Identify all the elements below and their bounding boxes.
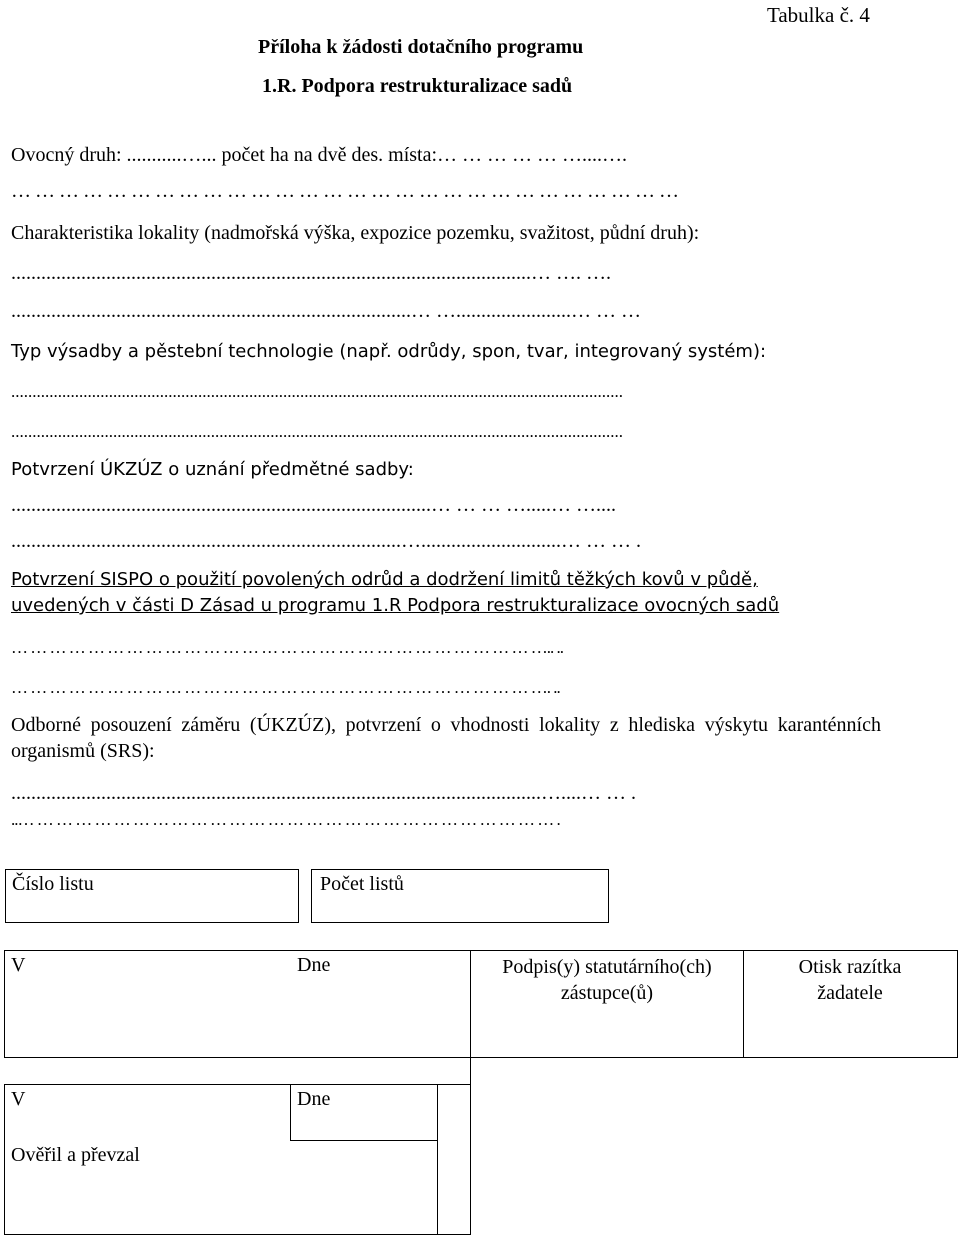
assessment-text: Odborné posouzení záměru (ÚKZÚZ), potvrzení o vhodnosti lokality z hlediska výskytu karanténních organismů (SRS): bbox=[11, 714, 881, 762]
signature-table-divider-2 bbox=[743, 950, 744, 1058]
verified-by-label: Ověřil a převzal bbox=[11, 1144, 140, 1166]
program-name: 1.R. Podpora restrukturalizace sadů bbox=[262, 75, 573, 97]
verification-date-bottom bbox=[290, 1140, 438, 1141]
signature-label: Podpis(y) statutárního(ch) zástupce(ů) bbox=[502, 956, 712, 1004]
sispo-fill-line-2[interactable]: … … … … … … … … … … … … … … … … … … … … … … … … … … … …. .. bbox=[11, 678, 560, 697]
assessment-fill-line-1[interactable]: ..........................................................................................................…....… … . bbox=[11, 782, 636, 804]
locality-fill-line-2[interactable]: ................................................................................… ….......................… … … bbox=[11, 300, 641, 322]
date-label: Dne bbox=[297, 954, 331, 976]
ukzuz-fill-line-2[interactable]: ..............................................................................…............................… … … . bbox=[11, 530, 641, 552]
verification-divider bbox=[290, 1084, 291, 1141]
fruit-type-fill-line[interactable]: … … … … … … … … … … … … … … … … … … … … … … … … … … … … bbox=[11, 180, 679, 202]
ukzuz-fill-line-1[interactable]: ....................................................................................… … … ….....… ….... bbox=[11, 494, 616, 516]
sheet-number-box[interactable] bbox=[5, 869, 299, 923]
locality-fill-line-1[interactable]: ........................................................................................................… …. …. bbox=[11, 262, 611, 284]
table-number: Tabulka č. 4 bbox=[767, 3, 870, 27]
planting-fill-line-1[interactable]: ................................................................................................................................................ bbox=[11, 382, 623, 401]
sheet-number-label: Číslo listu bbox=[12, 873, 94, 895]
planting-label: Typ výsadby a pěstební technologie (např. odrůdy, spon, tvar, integrovaný systém): bbox=[11, 341, 767, 362]
place-label: V bbox=[11, 954, 26, 976]
verification-inner-right bbox=[437, 1084, 438, 1235]
sispo-text: Potvrzení SISPO o použití povolených odrůd a dodržení limitů těžkých kovů v půdě, uvedených v části D Zásad u programu 1.R Podpora restrukturalizace ovocných sadů bbox=[11, 569, 780, 616]
planting-fill-line-2[interactable]: ................................................................................................................................................ bbox=[11, 422, 623, 441]
assessment-fill-line-2[interactable]: ..… … … … … … … … … … … … … … … … … … … … … … … … … … … … . bbox=[11, 810, 560, 829]
stamp-label: Otisk razítka žadatele bbox=[798, 956, 902, 1004]
locality-label: Charakteristika lokality (nadmořská výška, expozice pozemku, svažitost, půdní druh): bbox=[11, 222, 700, 244]
verification-date-label: Dne bbox=[297, 1088, 331, 1110]
sispo-fill-line-1[interactable]: … … … … … … … … … … … … … … … … … … … … … … … … … … … ….. .. bbox=[11, 638, 563, 657]
verification-place-label: V bbox=[11, 1088, 26, 1110]
document-title: Příloha k žádosti dotačního programu bbox=[258, 36, 584, 58]
sheet-count-box[interactable] bbox=[311, 869, 609, 923]
ukzuz-label: Potvrzení ÚKZÚZ o uznání předmětné sadby: bbox=[11, 459, 414, 480]
fruit-type-line[interactable]: Ovocný druh: ...........…... počet ha na dvě des. místa:… … … … … …....…. bbox=[11, 144, 628, 166]
sheet-count-label: Počet listů bbox=[320, 873, 404, 895]
signature-table-divider bbox=[470, 950, 471, 1084]
